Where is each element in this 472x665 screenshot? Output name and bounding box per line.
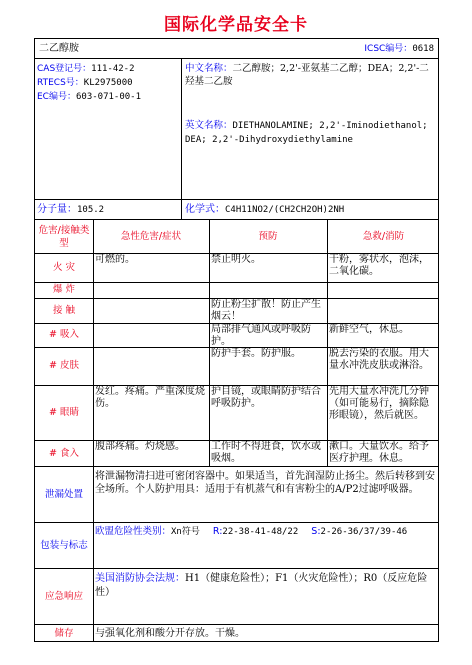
emergency-label: 应急响应 [44,591,83,602]
eyes-firstaid: 先用大量水冲洗几分钟（如可能易行，摘除隐形眼镜），然后就医。 [329,386,429,421]
spill-label: 泄漏处置 [44,489,83,500]
ingestion-prevention: 工作时不得进食，饮水或吸烟。 [211,441,321,464]
icsc-number [364,43,434,55]
table-header-prevention: 预防 [258,230,278,242]
spill-section [35,467,438,523]
card-title: 国际化学品安全卡 [164,15,308,35]
row-type-inhalation: # 吸入 [49,329,79,340]
packaging-classification: 欧盟危险性类别：Xn符号 R:22-38-41-48/22 S:2-26-36/37/39-46 [95,526,408,537]
hazard-table [35,220,438,467]
eyes-hazard: 发红。疼痛。严重深度烧伤。 [95,386,205,409]
ec-line: EC编号：603-071-00-1 [37,92,142,102]
storage-label: 储存 [54,627,74,639]
storage-text: 与强氧化剂和酸分开存放。干燥。 [95,628,245,639]
divider [93,569,94,624]
spill-text: 将泄漏物清扫进可密闭容器中。如果适当，首先润湿防止扬尘。然后转移到安全场所。个人防护用具：适用于有机蒸气和有害粉尘的A/P2过滤呼吸器。 [95,471,435,495]
table-header-firstaid: 急救/消防 [362,230,405,242]
inhalation-firstaid: 新鲜空气，休息。 [329,324,409,335]
eyes-prevention: 护目镜，或眼睛防护结合呼吸防护。 [211,386,321,409]
cas-line: CAS登记号：111-42-2 [37,64,135,74]
skin-firstaid: 脱去污染的衣服。用大量水冲洗皮肤或淋浴。 [329,348,429,371]
english-name: 英文名称：DIETHANOLAMINE; 2,2'-Iminodiethanol; DEA; 2,2'-Dihydroxydiethylamine [185,120,428,145]
icsc-value: 0618 [412,44,434,54]
row-type-ingestion: # 食入 [49,447,79,459]
header-row [35,39,438,59]
molecular-weight: 分子量：105.2 [37,204,105,215]
table-header-hazard: 急性危害/症状 [120,230,182,242]
chinese-name: 中文名称：二乙醇胺；2,2'-亚氨基二乙醇；DEA；2,2'-二羟基二乙胺 [185,63,429,87]
fire-hazard: 可燃的。 [95,254,135,265]
row-divider [35,282,438,283]
row-type-fire: 火 灾 [52,261,76,273]
fire-prevention: 禁止明火。 [211,254,261,265]
formula-row [35,200,438,220]
divider [93,523,94,568]
packaging-label: 包装与标志 [40,540,88,551]
row-type-contact: 接 触 [52,304,76,316]
packaging-section [35,523,438,569]
inhalation-prevention: 局部排气通风或呼吸防护。 [211,324,311,347]
chemical-formula: 化学式：C4H11NO2/(CH2CH2OH)2NH [185,204,345,215]
icsc-label: ICSC编号： [364,44,413,54]
emergency-section [35,569,438,625]
storage-section [35,625,438,642]
ingestion-firstaid: 漱口。大量饮水。给予医疗护理。休息。 [329,441,429,464]
table-header-type: 危害/接触类型 [38,224,90,249]
fire-firstaid: 干粉，雾状水，泡沫，二氧化碳。 [329,254,429,277]
skin-prevention: 防护手套。防护服。 [211,348,301,359]
chemical-name: 二乙醇胺 [39,43,79,54]
row-type-skin: # 皮肤 [49,360,79,371]
divider [181,200,182,219]
row-type-eyes: # 眼睛 [49,406,79,418]
safety-card [34,38,439,642]
identifiers-block [35,59,438,200]
rtecs-line: RTECS号：KL2975000 [37,78,133,88]
emergency-text: 美国消防协会法规：H1（健康危险性）；F1（火灾危险性）；R0（反应危险性） [95,573,428,598]
divider [181,59,182,199]
registry-ids [37,62,179,104]
row-type-explosion: 爆 炸 [52,284,76,295]
ingestion-hazard: 腹部疼痛。灼烧感。 [95,441,185,452]
contact-prevention: 防止粉尘扩散！防止产生烟云！ [211,299,321,322]
